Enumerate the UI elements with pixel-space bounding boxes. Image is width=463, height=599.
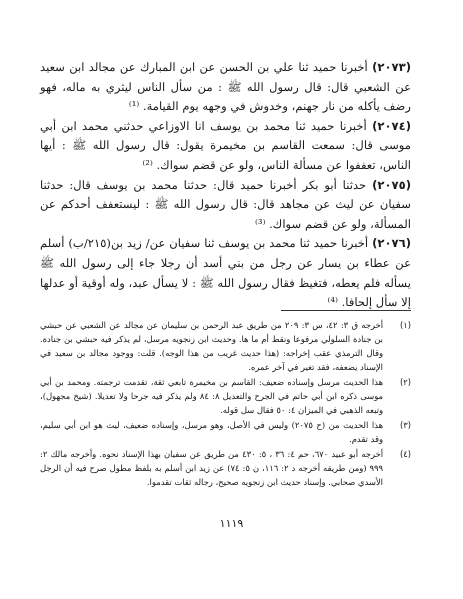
footnote-3 (40, 418, 411, 446)
hadith-text: أخبرنا حميد ثنا محمد بن يوسف انا الاوزاعي حدثني محمد ابن أبي موسى قال: سمعت القاسم بن مخيمرة يقول: قال رسول الله ﷺ : أيها الناس، تعففوا عن مسألة الناس، ولو عن قضم سواك. ⁽²⁾ (40, 118, 411, 172)
hadith-2075 (40, 176, 411, 235)
footnote-text: أخرجه أبو عبيد ٦٧٠، حم ٤: ٣٦ ، ٥: ٤٣٠ من طريق عن سفيان بهذا الإسناد نحوه. وأخرجه مالك ٢: ٩٩٩ (ومن طريقه أخرجه د ٢: ١١٦، ن ٥: ٧٤) عن زيد ابن أسلم به بلفظ مطول صرح فيه أن الرجل الأسدي صحابي. وإسناد حديث ابن زنجويه صحيح، رجاله ثقات تقدموا. (40, 449, 384, 487)
footnotes (40, 318, 411, 490)
hadith-list (40, 58, 411, 313)
footnote-4 (40, 447, 411, 489)
hadith-text: أخبرنا حميد ثنا محمد بن يوسف ثنا سفيان عن/ زيد بن(٢١٥/ب) أسلم عن عطاء بن يسار عن رجل من بني أسد أن رجلا جاء إلى رسول الله ﷺ يسأله فلم يعطه، فتغيظ فقال رسول الله ﷺ : لا يسأل عبد، وله أوقية أو عدلها إلا سأل إلحافا. ⁽⁴⁾ (40, 236, 411, 310)
footnote-mark: (٣) (399, 420, 411, 430)
hadith-number: (٢٠٧٦) (372, 236, 411, 251)
hadith-number: (٢٠٧٥) (372, 177, 411, 192)
footnote-mark: (٤) (399, 449, 411, 459)
footnote-separator (281, 310, 411, 311)
hadith-text: حدثنا أبو بكر أخبرنا حميد قال: حدثنا محمد بن يوسف قال: حدثنا سفيان عن ليث عن مجاهد قال: قال رسول الله ﷺ : ليستعفف أحدكم عن المسألة، ولو عن قضم سواك. ⁽³⁾ (40, 177, 411, 231)
footnote-text: أخرجه ق ٣: ٤٢، س ٣: ٢٠٩ من طريق عبد الرحمن بن سليمان عن مجالد عن الشعبي عن حبشي بن جنادة السلولي مرفوعا ونقط أم ما ها. وحديث ابن زنجويه مرسل، لم يذكر فيه حبشي بن جنادة. وقال الترمذي عقب إخراجه: (هذا حديث غريب من هذا الوجه). قلت: ووجود مجالد بن سعيد في الإسناد يضعفه، فقد تغير في آخر عمره. (40, 320, 384, 372)
hadith-number: (٢٠٧٣) (372, 60, 411, 74)
hadith-number: (٢٠٧٤) (372, 118, 411, 133)
footnote-mark: (١) (399, 320, 411, 330)
hadith-2073 (40, 58, 411, 117)
footnote-1 (40, 318, 411, 374)
footnote-text: هذا الحديث مرسل وإسناده ضعيف: القاسم بن مخيمرة تابعي ثقة، تقدمت ترجمته. ومحمد بن أبي موسى ذكره ابن أبي حاتم في الجرح والتعديل ٨: ٨٤ ولم يذكر فيه جرحا ولا تعديلا. (شيخ مجهول)، وتبعه الذهبي في الميزان ٤: ٥٠ فقال سل قوله. (40, 377, 384, 415)
page-number: ١١١٩ (219, 517, 244, 530)
footnote-2 (40, 375, 411, 417)
footnote-text: هذا الحديث من (ح ٢٠٧٥) وليس في الأصل، وهو مرسل، وإسناده ضعيف، ليث هو ابن أبي سليم، وقد تقدم. (40, 420, 383, 444)
hadith-text: أخبرنا حميد ثنا علي بن الحسن عن ابن المبارك عن مجالد ابن سعيد عن الشعبي قال: قال رسول الله ﷺ : من سأل الناس ليثري به ماله، فهو رضف يأكله من نار جهنم، وخدوش في وجهه يوم القيامة. ⁽¹⁾ (40, 60, 411, 114)
hadith-2074 (40, 117, 411, 176)
hadith-2076 (40, 234, 411, 312)
footnote-mark: (٢) (399, 377, 411, 387)
